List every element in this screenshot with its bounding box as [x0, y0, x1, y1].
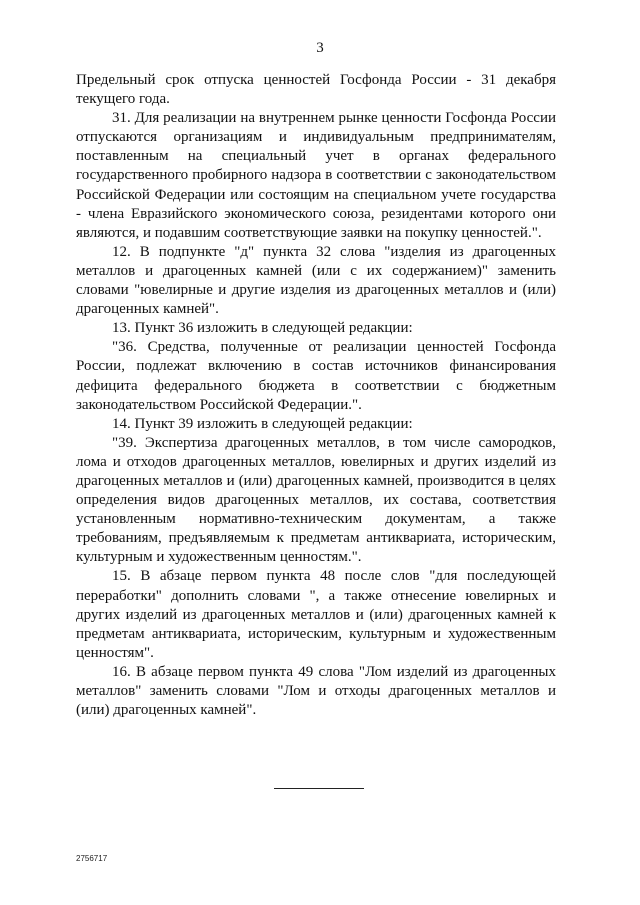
- page-number: 3: [316, 40, 324, 56]
- document-body: [76, 71, 556, 720]
- paragraph-item-36: "36. Средства, полученные от реализации ценностей Госфонда России, подлежат включению в состав источников финансирования дефицита федерального бюджета в соответствии с бюджетным законодательством Российской Федерации.".: [76, 339, 556, 413]
- paragraph-item-31: 31. Для реализации на внутреннем рынке ценности Госфонда России отпускаются организациям и индивидуальным предпринимателям, поставленным на специальный учет в органах федерального государственного пробирного надзора в соответствии с законодательством Российской Федерации или состоящим на специальном учете государства - члена Евразийского экономического союза, резидентами которого они являются, и подавшим соответствующие заявки на покупку ценностей.".: [76, 110, 556, 241]
- end-separator-line: [274, 788, 364, 789]
- paragraph-deadline: Предельный срок отпуска ценностей Госфонда России - 31 декабря текущего года.: [76, 72, 556, 108]
- document-code: 2756717: [76, 854, 108, 863]
- paragraph-item-12: 12. В подпункте "д" пункта 32 слова "изделия из драгоценных металлов и драгоценных камней (или с их содержанием)" заменить словами "ювелирные и другие изделия из драгоценных металлов и (или) драгоценных камней".: [76, 243, 556, 318]
- paragraph-item-39: "39. Экспертиза драгоценных металлов, в том числе самородков, лома и отходов драгоценных металлов, ювелирных и других изделий из драгоценных металлов и (или) драгоценных камней, производится в целях определения видов драгоценных металлов, их состава, соответствия установленным нормативно-техническим документам, а также требованиям, предъявляемым к предметам антиквариата, историческим, культурным и художественным ценностям.".: [76, 434, 556, 566]
- paragraph-item-14: 14. Пункт 39 изложить в следующей редакции:: [112, 415, 413, 432]
- paragraph-item-15: 15. В абзаце первом пункта 48 после слов "для последующей переработки" дополнить словами ", а также отнесение ювелирных и других изделий из драгоценных металлов и (или) драгоценных камней к предметам антиквариата, историческим, культурным и художественным ценностям".: [76, 568, 556, 661]
- paragraph-item-13: 13. Пункт 36 изложить в следующей редакции:: [112, 320, 413, 337]
- paragraph-item-16: 16. В абзаце первом пункта 49 слова "Лом изделий из драгоценных металлов" заменить словами "Лом и отходы драгоценных металлов и (или) драгоценных камней".: [76, 663, 556, 719]
